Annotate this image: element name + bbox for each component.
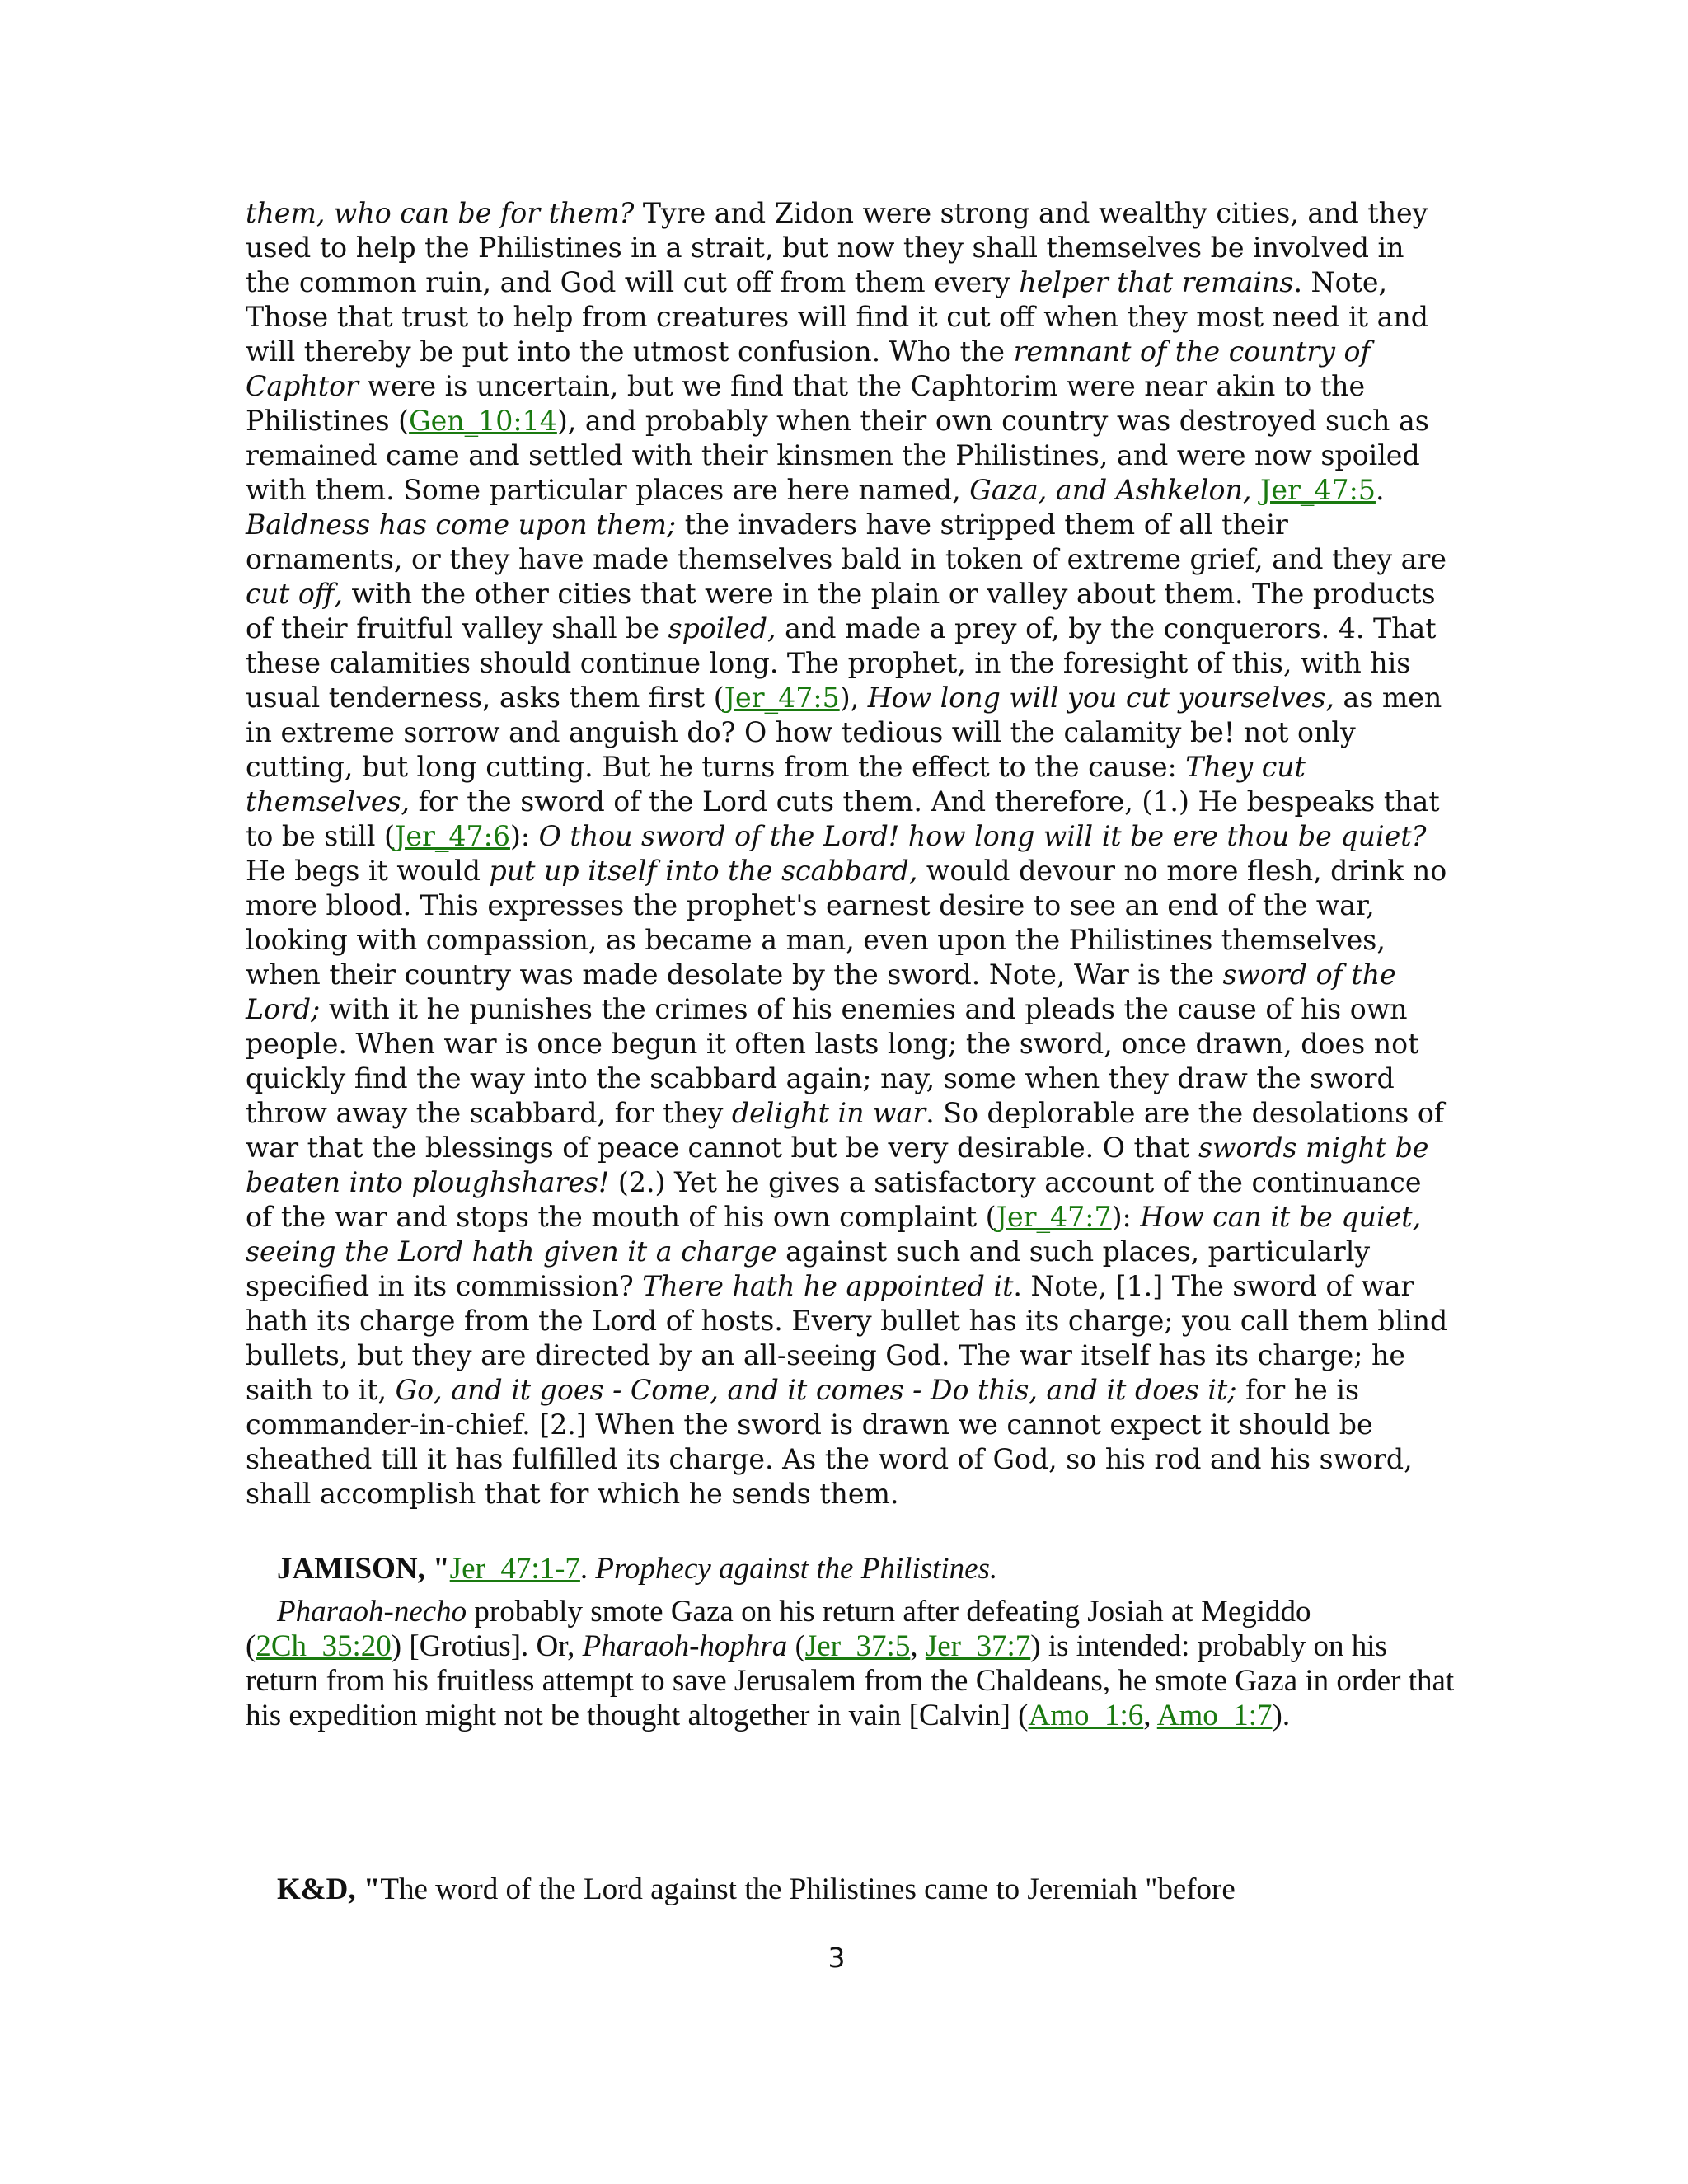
text-run: . Note, [1.] The sword of war hath its charge from the Lord of hosts. Every bullet has its charge; you call them blind bullets, but they are directed by an all-seeing God. The war itself has its charge; he saith to it,: [246, 1270, 1448, 1406]
text-run: ):: [1111, 1201, 1141, 1233]
text-run: . Note, Those that trust to help from creatures will find it cut off when they most need it and will thereby be put into the utmost confusion. Who the: [246, 266, 1428, 368]
jamison-heading: JAMISON, "Jer_47:1-7. Prophecy against the Philistines.: [277, 1552, 998, 1586]
italic-text: swords might be beaten into ploughshares!: [246, 1132, 1429, 1198]
kd-text: The word of the Lord against the Philistines came to Jeremiah "before: [380, 1872, 1236, 1906]
text-run: . So deplorable are the desolations of war that the blessings of peace cannot but be very desirable. O that: [246, 1097, 1445, 1164]
scripture-ref-link[interactable]: Jer_47:5: [1260, 474, 1376, 506]
text-run: ):: [509, 820, 539, 852]
kd-label: K&D, ": [277, 1872, 381, 1906]
text-run: for he is commander-in-chief. [2.] When the sword is drawn we cannot expect it should be sheathed till it has fulfilled its charge. As the word of God, so his rod and his sword, shall accomplish that for which he sends them.: [246, 1374, 1413, 1510]
italic-text: remnant of the country of Caphtor: [246, 335, 1371, 402]
italic-text: Baldness has come upon them;: [246, 509, 677, 541]
ref-link[interactable]: 2Ch_35:20: [256, 1629, 392, 1663]
text-run: were is uncertain, but we find that the Caphtorim were near akin to the Philistines (: [246, 370, 1366, 437]
text-run: He begs it would: [246, 855, 490, 887]
ref-link[interactable]: Jer_37:7: [925, 1629, 1031, 1663]
kd-section: [246, 1872, 1465, 1907]
scripture-ref-link[interactable]: Jer_47:6: [395, 820, 510, 852]
text-run: as men in extreme sorrow and anguish do? O how tedious will the calamity be! not only cutting, but long cutting. But he turns from the effect to the cause:: [246, 682, 1442, 783]
italic-text: put up itself into the scabbard,: [489, 855, 918, 887]
text-run: with the other cities that were in the plain or valley about them. The products of their fruitful valley shall be: [246, 578, 1436, 644]
jamison-ref-link[interactable]: Jer_47:1-7: [449, 1552, 580, 1586]
italic-text: There hath he appointed it: [642, 1270, 1014, 1302]
page-number: 3: [828, 1942, 846, 1974]
ref-link[interactable]: Amo_1:7: [1156, 1699, 1273, 1732]
text-run: ),: [839, 682, 868, 714]
scripture-ref-link[interactable]: Gen_10:14: [409, 405, 557, 437]
italic-text: spoiled,: [668, 612, 776, 644]
kd-heading: [246, 1872, 1465, 1907]
text-run: (2.) Yet he gives a satisfactory account of the continuance of the war and stops the mouth of his own complaint (: [246, 1166, 1422, 1233]
text-run: would devour no more flesh, drink no more blood. This expresses the prophet's earnest desire to see an end of the war, looking with compassion, as became a man, even upon the Philistines themselves, when their country was made desolate by the sword. Note, War is the: [246, 855, 1447, 991]
jamison-section: [246, 1552, 1465, 1733]
text-run: Tyre and Zidon were strong and wealthy cities, and they used to help the Philistines in a strait, but now they shall themselves be involved in the common ruin, and God will cut off from them every: [246, 197, 1428, 298]
text-run: against such and such places, particularly specified in its commission?: [246, 1235, 1371, 1302]
text-run: .: [1375, 474, 1385, 506]
text-run: with it he punishes the crimes of his enemies and pleads the cause of his own people. When war is once begun it often lasts long; the sword, once drawn, does not quickly find the way into the scabbard again; nay, some when they draw the sword throw away the scabbard, for they: [246, 993, 1419, 1129]
jamison-title: Prophecy against the Philistines.: [595, 1552, 998, 1586]
italic-text: delight in war: [731, 1097, 926, 1129]
text-run: ), and probably when their own country was destroyed such as remained came and settled with their kinsmen the Philistines, and were now spoiled with them. Some particular places are here named,: [246, 405, 1429, 506]
italic-text: Go, and it goes - Come, and it comes - Do this, and it does it;: [395, 1374, 1237, 1406]
henry-commentary-paragraph: [246, 196, 1449, 1511]
italic-text: They cut themselves,: [246, 751, 1306, 818]
text-run: [1251, 474, 1260, 506]
text-run: for the sword of the Lord cuts them. And therefore, (1.) He bespeaks that to be still (: [246, 785, 1440, 852]
italic-text: them, who can be for them?: [246, 197, 635, 229]
text-run: the invaders have stripped them of all their ornaments, or they have made themselves bald in token of extreme grief, and they are: [246, 509, 1447, 575]
scripture-ref-link[interactable]: Jer_47:7: [996, 1201, 1112, 1233]
italic-text: helper that remains: [1019, 266, 1294, 298]
ref-link[interactable]: Jer_37:5: [804, 1629, 911, 1663]
jamison-label: JAMISON, ": [277, 1552, 450, 1586]
italic-text: sword of the Lord;: [246, 958, 1396, 1025]
italic-text: Gaza, and Ashkelon,: [969, 474, 1252, 506]
scripture-ref-link[interactable]: Jer_47:5: [724, 682, 840, 714]
italic-text: How long will you cut yourselves,: [867, 682, 1334, 714]
jamison-body: Pharaoh-necho probably smote Gaza on his return after defeating Josiah at Megiddo (2Ch_35:20) [Grotius]. Or, Pharaoh-hophra (Jer_37:5, Jer_37:7) is intended: probably on his return from his fruitless attempt to save Jerusalem from the Chaldeans, he smote Gaza in order that his expedition might not be thought altogether in vain [Calvin] (Amo_1:6, Amo_1:7).: [246, 1595, 1455, 1732]
italic-text: How can it be quiet, seeing the Lord hath given it a charge: [246, 1201, 1422, 1268]
ref-link[interactable]: Amo_1:6: [1028, 1699, 1144, 1732]
italic-text: O thou sword of the Lord! how long will it be ere thou be quiet?: [538, 820, 1427, 852]
italic-text: cut off,: [246, 578, 343, 610]
text-run: and made a prey of, by the conquerors. 4. That these calamities should continue long. The prophet, in the foresight of this, with his usual tenderness, asks them first (: [246, 612, 1437, 714]
